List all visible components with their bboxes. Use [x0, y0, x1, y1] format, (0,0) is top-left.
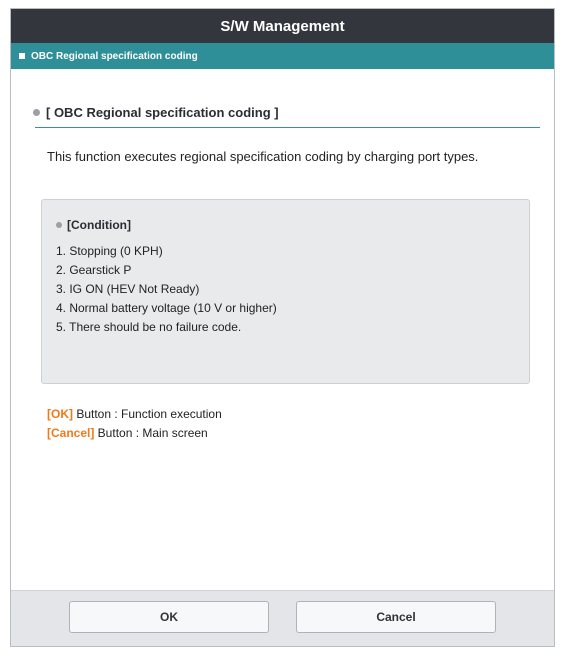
subheader-title: OBC Regional specification coding	[31, 50, 198, 62]
help-key-cancel: [Cancel]	[47, 426, 95, 440]
dialog-footer	[11, 590, 554, 646]
section-heading-text: [ OBC Regional specification coding ]	[46, 105, 279, 120]
function-description: This function executes regional specification coding by charging port types.	[47, 149, 479, 164]
condition-item: 1. Stopping (0 KPH)	[56, 244, 163, 258]
dialog-title-bar	[11, 9, 554, 43]
condition-item: 4. Normal battery voltage (10 V or higher)	[56, 301, 277, 315]
subheader-bar	[11, 43, 554, 69]
cancel-button[interactable]: Cancel	[296, 601, 496, 633]
circle-bullet-icon	[56, 222, 62, 228]
dialog-title: S/W Management	[220, 17, 345, 35]
condition-item: 5. There should be no failure code.	[56, 320, 242, 334]
condition-heading	[56, 218, 131, 232]
condition-list	[56, 242, 277, 337]
condition-heading-text: [Condition]	[67, 218, 131, 232]
condition-panel	[41, 199, 530, 384]
condition-item: 2. Gearstick P	[56, 263, 132, 277]
circle-bullet-icon	[33, 109, 40, 116]
section-heading	[33, 105, 279, 120]
help-line-cancel	[47, 424, 222, 443]
section-divider	[35, 127, 540, 128]
condition-item: 3. IG ON (HEV Not Ready)	[56, 282, 200, 296]
square-bullet-icon	[19, 53, 25, 59]
button-help	[47, 405, 222, 443]
help-key-ok: [OK]	[47, 407, 73, 421]
sw-management-dialog	[10, 8, 555, 647]
ok-button[interactable]: OK	[69, 601, 269, 633]
help-line-ok	[47, 405, 222, 424]
help-text-cancel: Button : Main screen	[94, 426, 208, 440]
help-text-ok: Button : Function execution	[73, 407, 222, 421]
